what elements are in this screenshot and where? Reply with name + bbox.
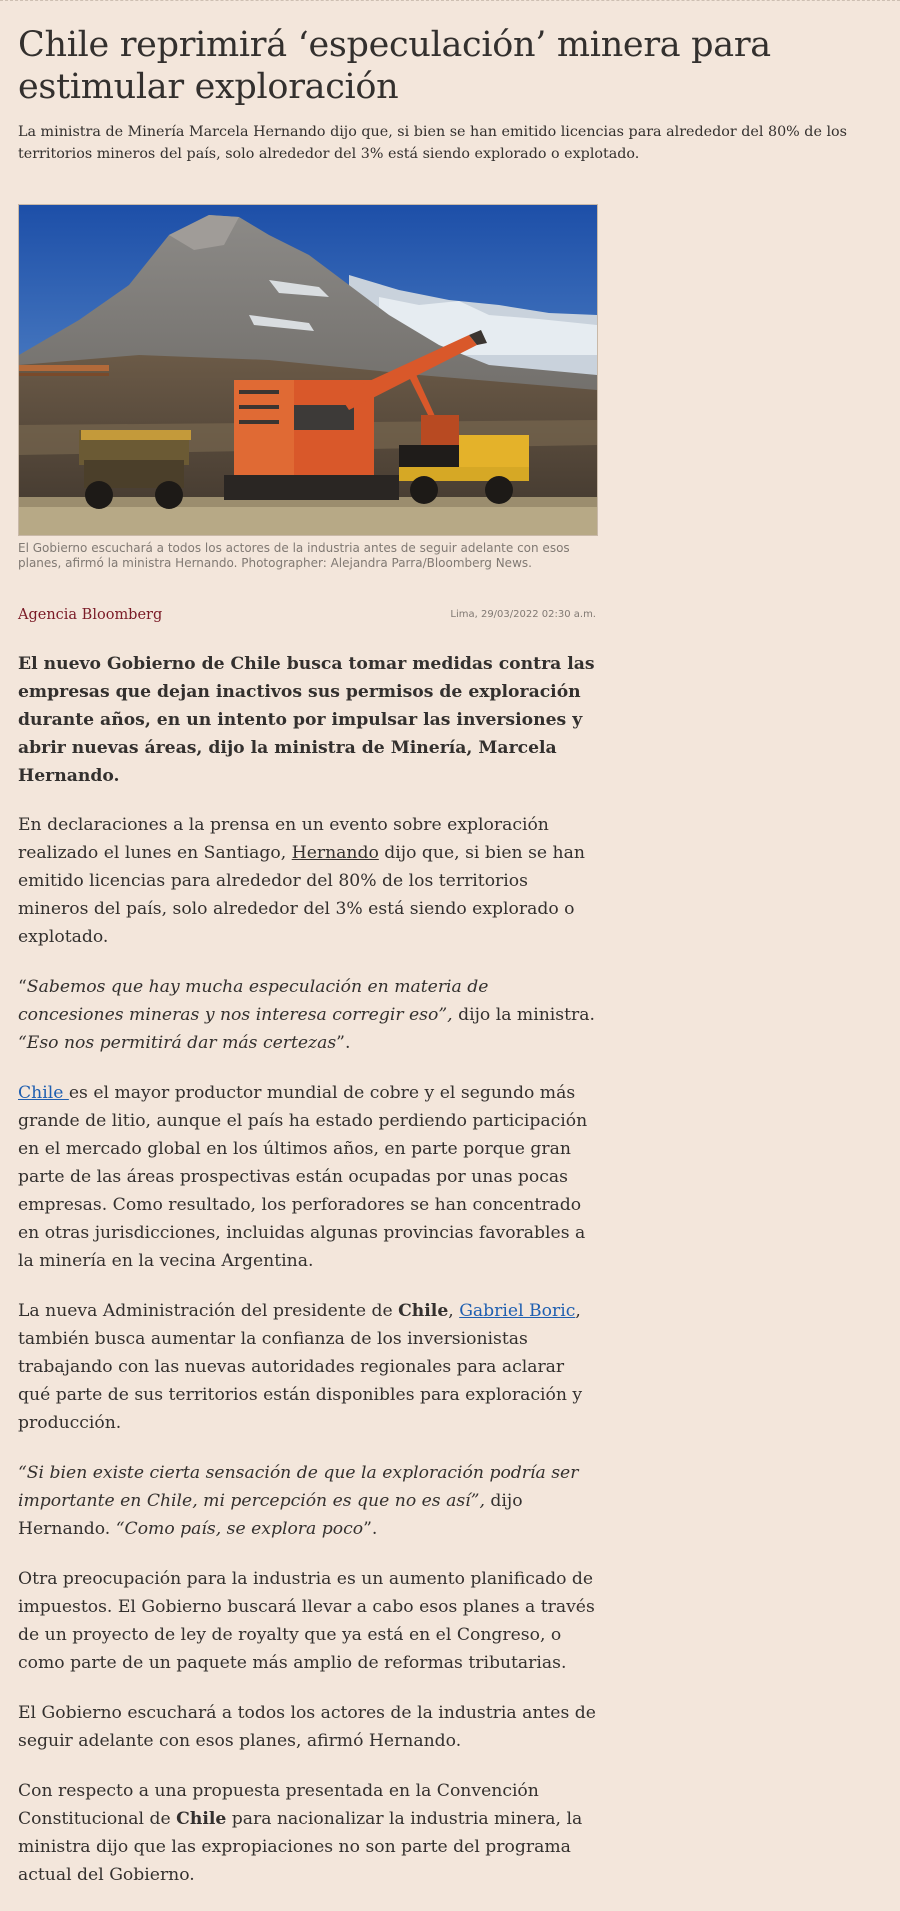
paragraph-text: La nueva Administración del presidente de — [18, 1301, 399, 1321]
paragraph-text: Con respecto a una propuesta presentada en la Convención Constitucional de — [18, 1781, 539, 1829]
quote-text: “Si bien existe cierta sensación de que la exploración podría ser importante en Chile, mi percepción es que no es así”, — [18, 1463, 579, 1511]
image-caption: El Gobierno escuchará a todos los actores de la industria antes de seguir adelante con esos planes, afirmó la ministra Hernando. Photographer: Alejandra Parra/Bloomberg News. — [18, 541, 570, 570]
paragraph-5 — [18, 1459, 598, 1543]
article-standfirst: La ministra de Minería Marcela Hernando dijo que, si bien se han emitido licencias para alrededor del 80% de los territorios mineros del país, solo alrededor del 3% está siendo explorado o explotado. — [18, 124, 847, 162]
paragraph-text: En declaraciones a la prensa en un evento sobre exploración realizado el lunes en Santiago, — [18, 815, 549, 863]
paragraph-8 — [18, 1777, 598, 1889]
chile-link[interactable]: Chile — [18, 1083, 69, 1103]
bold-keyword: Chile — [176, 1809, 227, 1829]
paragraph-1 — [18, 811, 598, 951]
quote-mark: ”. — [336, 1033, 351, 1053]
article-photo — [18, 204, 598, 536]
article-headline: Chile reprimirá ‘especulación’ minera para estimular exploración — [18, 25, 771, 107]
hernando-link[interactable]: Hernando — [291, 843, 379, 863]
quote-text: “Como país, se explora poco — [115, 1519, 364, 1539]
gabriel-boric-link[interactable]: Gabriel Boric — [459, 1301, 576, 1321]
top-divider — [0, 0, 900, 1]
paragraph-text: dijo la ministra. — [452, 1005, 595, 1025]
byline — [18, 607, 596, 627]
article-body — [18, 650, 598, 1911]
quote-text: Sabemos que hay mucha especulación en materia de concesiones mineras y nos interesa corregir eso”, — [18, 977, 489, 1025]
dateline: Lima, 29/03/2022 02:30 a.m. — [450, 609, 596, 620]
paragraph-text: es el mayor productor mundial de cobre y el segundo más grande de litio, aunque el país ha estado perdiendo participación en el mercado global en los últimos años, en parte porque gran parte de las áreas prospectivas están ocupadas por unas pocas empresas. Como resultado, los perforadores se han concentrado en otras jurisdicciones, incluidas algunas provincias favorables a la minería en la vecina Argentina. — [18, 1083, 588, 1271]
paragraph-text: dijo Hernando. — [18, 1491, 523, 1539]
author-name[interactable]: Agencia Bloomberg — [18, 607, 163, 623]
paragraph-7: El Gobierno escuchará a todos los actores de la industria antes de seguir adelante con esos planes, afirmó Hernando. — [18, 1703, 596, 1751]
quote-text: “Eso nos permitirá dar más certezas — [18, 1033, 337, 1053]
paragraph-text: , también busca aumentar la confianza de los inversionistas trabajando con las nuevas autoridades regionales para aclarar qué parte de sus territorios están disponibles para exploración y producción. — [18, 1301, 583, 1433]
paragraph-text: para nacionalizar la industria minera, la ministra dijo que las expropiaciones no son parte del programa actual del Gobierno. — [18, 1809, 583, 1885]
quote-mark: ”. — [363, 1519, 378, 1539]
paragraph-text: , — [448, 1301, 460, 1321]
paragraph-2 — [18, 973, 598, 1057]
paragraph-text: dijo que, si bien se han emitido licencias para alrededor del 80% de los territorios mineros del país, solo alrededor del 3% está siendo explorado o explotado. — [18, 843, 585, 947]
bold-keyword: Chile — [398, 1301, 449, 1321]
paragraph-6: Otra preocupación para la industria es un aumento planificado de impuestos. El Gobierno buscará llevar a cabo esos planes a través de un proyecto de ley de royalty que ya está en el Congreso, o como parte de un paquete más amplio de reformas tributarias. — [18, 1569, 595, 1673]
paragraph-4 — [18, 1297, 598, 1437]
paragraph-3 — [18, 1079, 598, 1275]
lead-paragraph: El nuevo Gobierno de Chile busca tomar medidas contra las empresas que dejan inactivos sus permisos de exploración durante años, en un intento por impulsar las inversiones y abrir nuevas áreas, dijo la ministra de Minería, Marcela Hernando. — [18, 654, 595, 786]
quote-mark: “ — [18, 977, 27, 997]
